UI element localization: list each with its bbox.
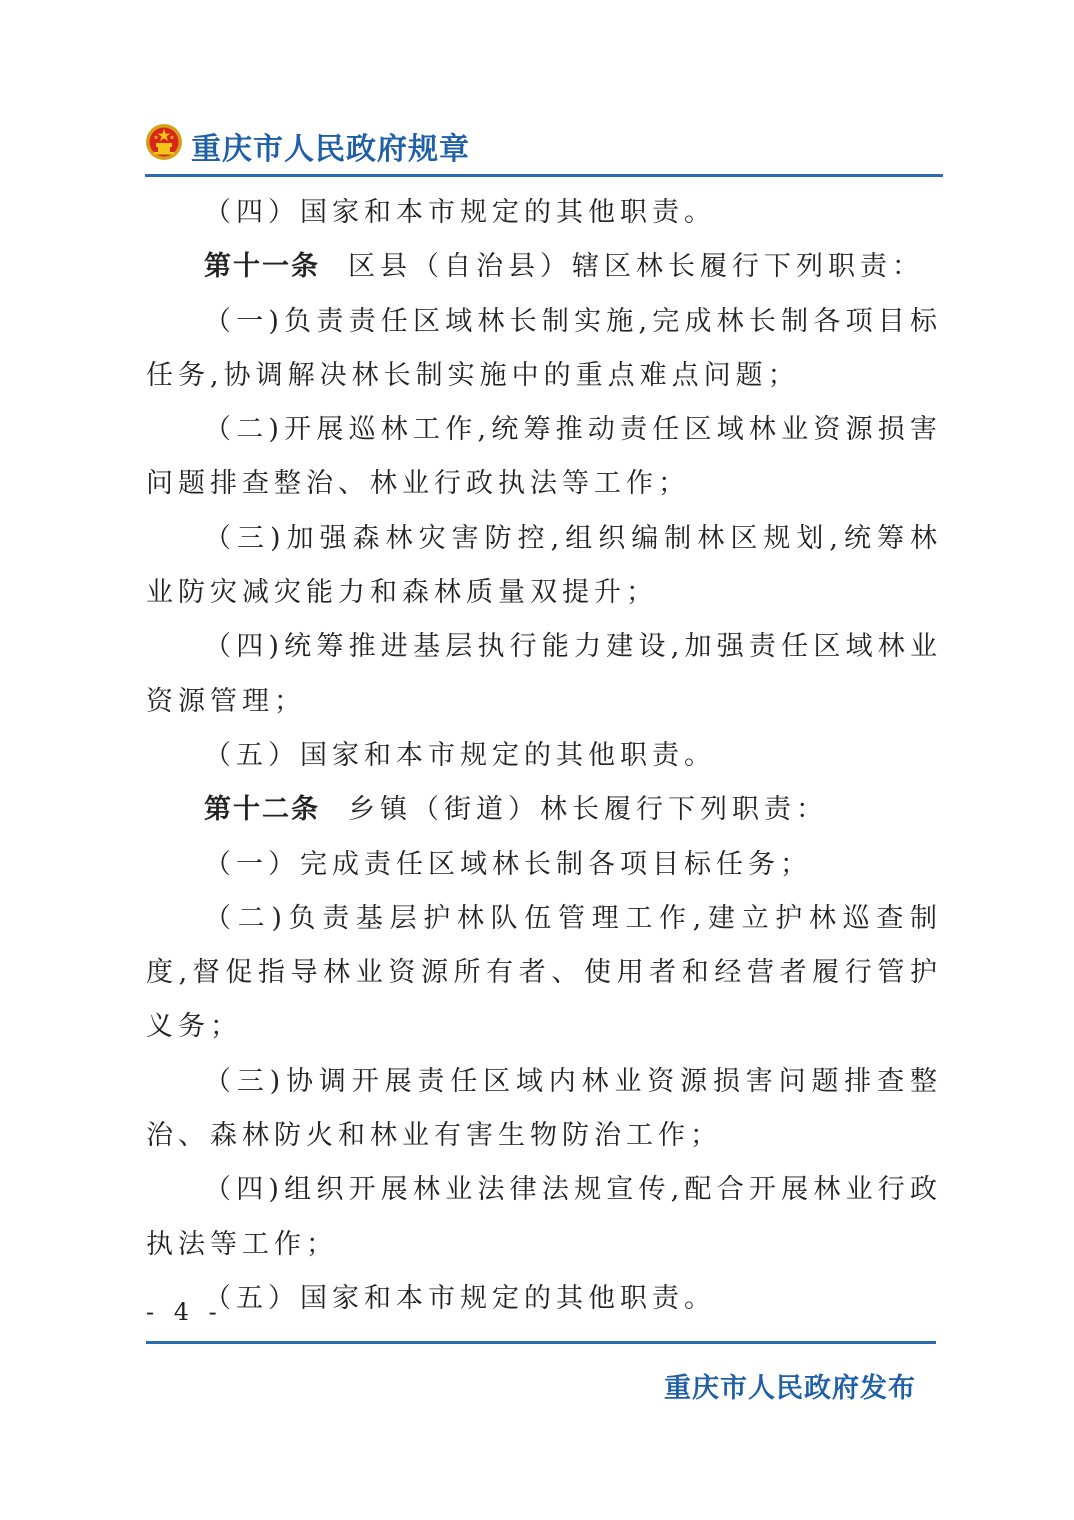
paragraph-text: 乡镇（街道）林长履行下列职责： [348,794,828,826]
paragraph-text: （四)组织开展林业法律法规宣传,配合开展林业行政执法等工作； [146,1174,942,1260]
paragraph-text: （一）完成责任区域林长制各项目标任务； [204,848,812,880]
paragraph-text: （五）国家和本市规定的其他职责。 [204,1282,716,1314]
paragraph [146,729,942,783]
paragraph [146,838,942,892]
paragraph [146,186,942,240]
paragraph [146,1272,942,1326]
paragraph [146,1163,942,1272]
article-paragraph [146,783,942,837]
paragraph [146,1055,942,1164]
paragraph-text: 区县（自治县）辖区林长履行下列职责： [348,251,924,283]
document-body [146,186,942,1326]
paragraph-text: （三)加强森林灾害防控,组织编制林区规划,统筹林业防灾减灾能力和森林质量双提升； [146,522,942,609]
paragraph [146,892,942,1055]
article-heading: 第十二条 [204,794,320,826]
paragraph [146,295,942,404]
page-number: - 4 - [146,1298,223,1326]
paragraph-text: （三)协调开展责任区域内林业资源损害问题排查整治、森林防火和林业有害生物防治工作； [146,1065,942,1152]
paragraph [146,512,942,621]
article-paragraph [146,240,942,294]
paragraph-text: （五）国家和本市规定的其他职责。 [204,739,716,771]
header-divider [145,174,943,177]
national-emblem-icon [145,123,183,161]
paragraph-text: （四)统筹推进基层执行能力建设,加强责任区域林业资源管理； [146,631,942,717]
header-title: 重庆市人民政府规章 [191,132,470,167]
page-header [145,118,943,178]
paragraph-text: （一)负责责任区域林长制实施,完成林长制各项目标任务,协调解决林长制实施中的重点难点问题； [146,305,942,391]
footer-divider [146,1341,936,1344]
paragraph [146,403,942,512]
paragraph [146,620,942,729]
paragraph-text: （二)负责基层护林队伍管理工作,建立护林巡查制度,督促指导林业资源所有者、使用者和经营者履行管护义务； [146,902,942,1043]
paragraph-text: （二)开展巡林工作,统筹推动责任区域林业资源损害问题排查整治、林业行政执法等工作； [146,414,942,500]
paragraph-text: （四）国家和本市规定的其他职责。 [204,197,716,228]
article-heading: 第十一条 [204,251,320,283]
footer-publisher: 重庆市人民政府发布 [664,1373,916,1404]
